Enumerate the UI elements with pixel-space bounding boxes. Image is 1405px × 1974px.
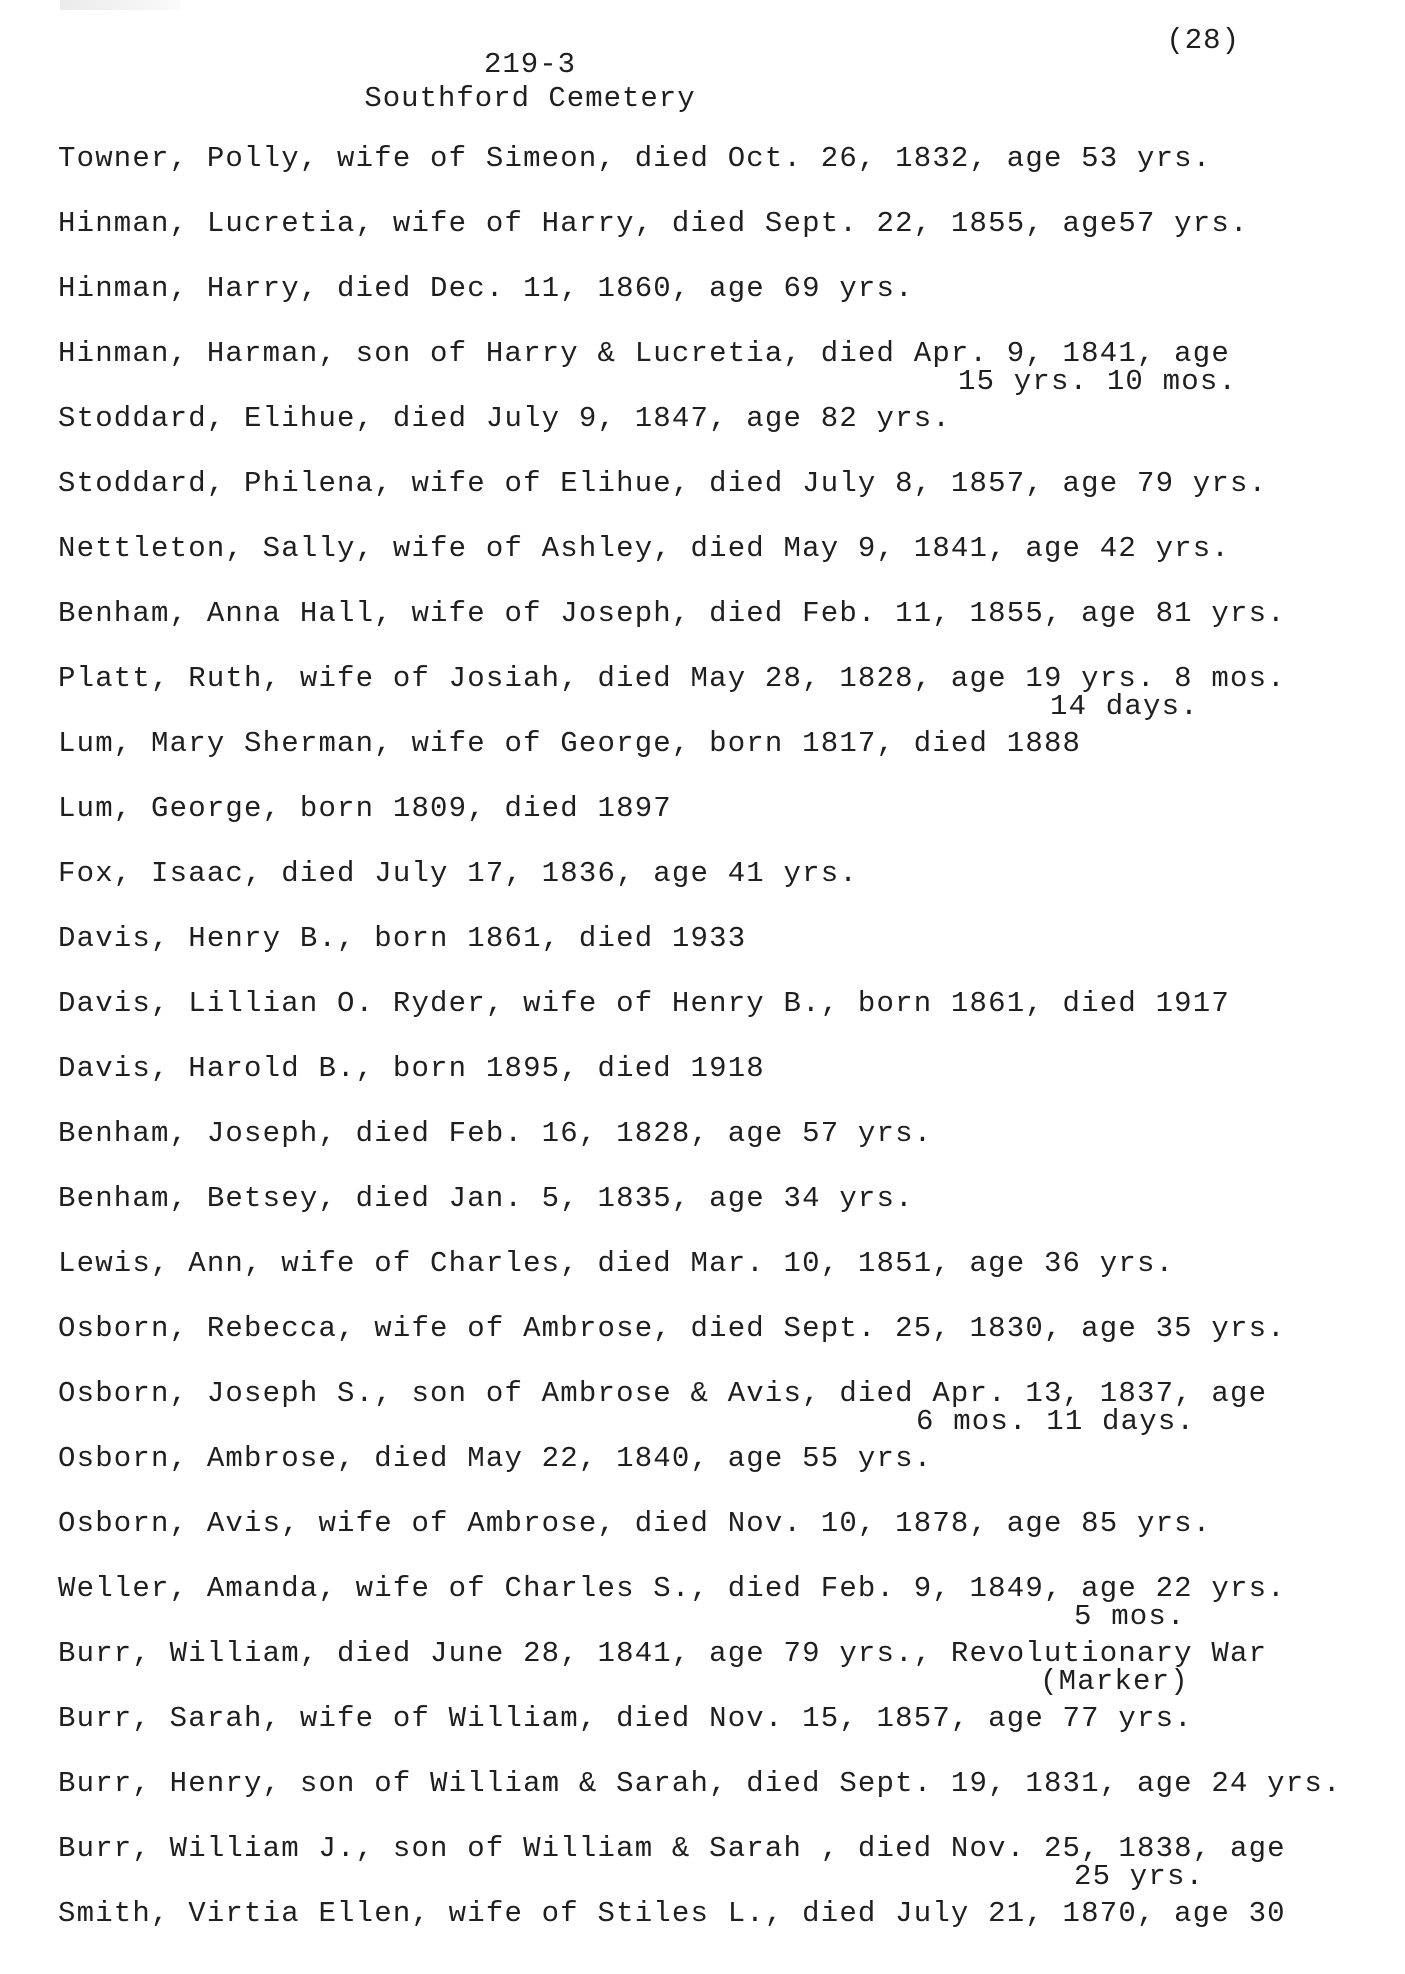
- record-text: Platt, Ruth, wife of Josiah, died May 28, 1828, age 19 yrs. 8 mos.: [58, 662, 1286, 695]
- burial-record: [58, 597, 1388, 662]
- record-text: Hinman, Harry, died Dec. 11, 1860, age 69 yrs.: [58, 272, 914, 305]
- burial-record: [58, 1637, 1388, 1702]
- record-continuation: 14 days.: [1050, 690, 1199, 723]
- record-text: Benham, Betsey, died Jan. 5, 1835, age 34 yrs.: [58, 1182, 914, 1215]
- record-text: Osborn, Avis, wife of Ambrose, died Nov. 10, 1878, age 85 yrs.: [58, 1507, 1212, 1540]
- burial-record: [58, 1832, 1388, 1897]
- record-continuation: 6 mos. 11 days.: [916, 1405, 1196, 1438]
- burial-record-list: [58, 142, 1388, 1962]
- burial-record: [58, 532, 1388, 597]
- burial-record: [58, 1767, 1388, 1832]
- scan-smudge: [60, 0, 180, 10]
- burial-record: [58, 1052, 1388, 1117]
- cemetery-title: Southford Cemetery: [364, 82, 696, 115]
- record-text: Hinman, Lucretia, wife of Harry, died Sept. 22, 1855, age57 yrs.: [58, 207, 1249, 240]
- burial-record: [58, 1897, 1388, 1962]
- record-text: Smith, Virtia Ellen, wife of Stiles L., died July 21, 1870, age 30: [58, 1897, 1286, 1930]
- burial-record: [58, 467, 1388, 532]
- burial-record: [58, 987, 1388, 1052]
- page-number: (28): [1166, 24, 1240, 57]
- burial-record: [58, 727, 1388, 792]
- record-text: Osborn, Ambrose, died May 22, 1840, age 55 yrs.: [58, 1442, 933, 1475]
- burial-record: [58, 1247, 1388, 1312]
- record-text: Towner, Polly, wife of Simeon, died Oct. 26, 1832, age 53 yrs.: [58, 142, 1212, 175]
- burial-record: [58, 1312, 1388, 1377]
- burial-record: [58, 207, 1388, 272]
- burial-record: [58, 1377, 1388, 1442]
- record-continuation: 25 yrs.: [1074, 1860, 1205, 1893]
- burial-record: [58, 662, 1388, 727]
- record-text: Lewis, Ann, wife of Charles, died Mar. 10, 1851, age 36 yrs.: [58, 1247, 1175, 1280]
- record-continuation: (Marker): [1040, 1665, 1189, 1698]
- burial-record: [58, 792, 1388, 857]
- burial-record: [58, 1702, 1388, 1767]
- record-text: Lum, George, born 1809, died 1897: [58, 792, 672, 825]
- record-text: Osborn, Joseph S., son of Ambrose & Avis, died Apr. 13, 1837, age: [58, 1377, 1268, 1410]
- record-text: Hinman, Harman, son of Harry & Lucretia, died Apr. 9, 1841, age: [58, 337, 1230, 370]
- record-text: Fox, Isaac, died July 17, 1836, age 41 yrs.: [58, 857, 858, 890]
- record-text: Benham, Anna Hall, wife of Joseph, died Feb. 11, 1855, age 81 yrs.: [58, 597, 1286, 630]
- record-text: Benham, Joseph, died Feb. 16, 1828, age 57 yrs.: [58, 1117, 933, 1150]
- record-text: Burr, Henry, son of William & Sarah, died Sept. 19, 1831, age 24 yrs.: [58, 1767, 1342, 1800]
- record-text: Burr, Sarah, wife of William, died Nov. 15, 1857, age 77 yrs.: [58, 1702, 1193, 1735]
- record-code: 219-3: [483, 48, 576, 81]
- record-text: Osborn, Rebecca, wife of Ambrose, died Sept. 25, 1830, age 35 yrs.: [58, 1312, 1286, 1345]
- burial-record: [58, 402, 1388, 467]
- burial-record: [58, 922, 1388, 987]
- burial-record: [58, 272, 1388, 337]
- burial-record: [58, 1442, 1388, 1507]
- record-text: Lum, Mary Sherman, wife of George, born 1817, died 1888: [58, 727, 1082, 760]
- burial-record: [58, 1572, 1388, 1637]
- record-text: Davis, Lillian O. Ryder, wife of Henry B., born 1861, died 1917: [58, 987, 1230, 1020]
- document-header: [350, 48, 710, 116]
- record-text: Stoddard, Philena, wife of Elihue, died July 8, 1857, age 79 yrs.: [58, 467, 1268, 500]
- record-text: Burr, William J., son of William & Sarah , died Nov. 25, 1838, age: [58, 1832, 1286, 1865]
- burial-record: [58, 142, 1388, 207]
- record-text: Davis, Harold B., born 1895, died 1918: [58, 1052, 765, 1085]
- record-text: Stoddard, Elihue, died July 9, 1847, age 82 yrs.: [58, 402, 951, 435]
- record-continuation: 15 yrs. 10 mos.: [958, 365, 1238, 398]
- record-text: Davis, Henry B., born 1861, died 1933: [58, 922, 747, 955]
- record-continuation: 5 mos.: [1074, 1600, 1186, 1633]
- burial-record: [58, 857, 1388, 922]
- record-text: Burr, William, died June 28, 1841, age 79 yrs., Revolutionary War: [58, 1637, 1268, 1670]
- burial-record: [58, 1507, 1388, 1572]
- record-text: Weller, Amanda, wife of Charles S., died Feb. 9, 1849, age 22 yrs.: [58, 1572, 1286, 1605]
- record-text: Nettleton, Sally, wife of Ashley, died May 9, 1841, age 42 yrs.: [58, 532, 1230, 565]
- burial-record: [58, 1182, 1388, 1247]
- burial-record: [58, 337, 1388, 402]
- burial-record: [58, 1117, 1388, 1182]
